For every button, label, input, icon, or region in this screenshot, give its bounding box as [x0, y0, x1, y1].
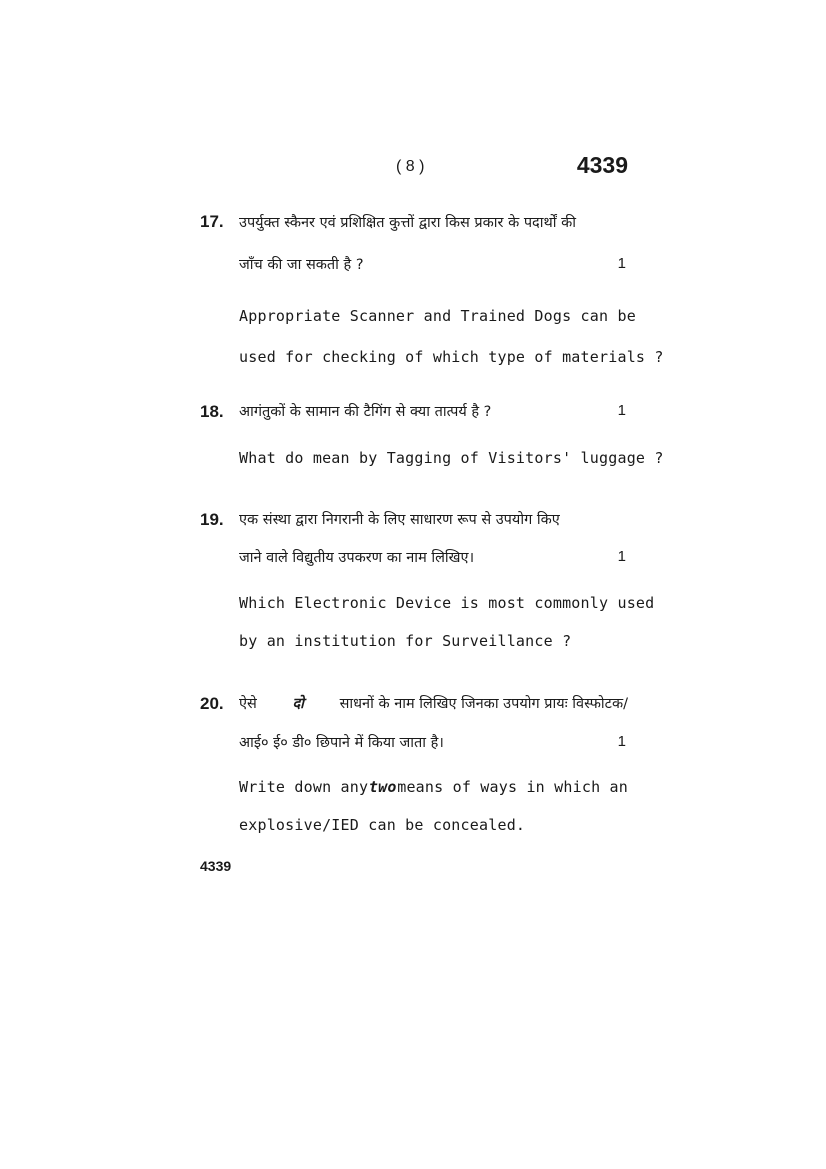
- question-hindi-line: जाने वाले विद्युतीय उपकरण का नाम लिखिए।: [239, 550, 475, 566]
- question-english-line: Which Electronic Device is most commonly used: [239, 594, 655, 612]
- question-hindi-line: [239, 693, 628, 713]
- hindi-text: ऐसे: [239, 696, 257, 712]
- question-number: 19.: [200, 510, 224, 529]
- paper-code-header: 4339: [576, 152, 628, 178]
- english-text: means of ways in which an: [397, 778, 628, 796]
- question-english-line: used for checking of which type of materials ?: [239, 348, 664, 366]
- question-hindi-line: जाँच की जा सकती है ?: [239, 257, 364, 273]
- emphasis-text: दो: [292, 696, 304, 712]
- question-number: 20.: [200, 694, 224, 713]
- question-number: 18.: [200, 402, 224, 421]
- page-number: ( 8 ): [396, 158, 425, 175]
- question-hindi-line: उपर्युक्त स्कैनर एवं प्रशिक्षित कुत्तों द्वारा किस प्रकार के पदार्थों की: [239, 215, 577, 231]
- question-english-line: What do mean by Tagging of Visitors' luggage ?: [239, 449, 664, 467]
- question-hindi-line: एक संस्था द्वारा निगरानी के लिए साधारण रूप से उपयोग किए: [239, 512, 560, 528]
- question-hindi-line: आई० ई० डी० छिपाने में किया जाता है।: [239, 735, 444, 751]
- question-marks: 1: [617, 255, 626, 272]
- question-marks: 1: [617, 402, 626, 419]
- question-english-line: by an institution for Surveillance ?: [239, 632, 572, 650]
- question-number: 17.: [200, 212, 224, 231]
- question-english-line: Appropriate Scanner and Trained Dogs can be: [239, 307, 636, 325]
- question-english-line: explosive/IED can be concealed.: [239, 816, 526, 834]
- english-text: Write down any: [239, 778, 369, 796]
- question-marks: 1: [617, 733, 626, 750]
- hindi-text: साधनों के नाम लिखिए जिनका उपयोग प्रायः विस्फोटक/: [339, 696, 628, 712]
- question-english-line: [239, 778, 628, 796]
- emphasis-text: two: [368, 778, 397, 796]
- question-hindi-line: आगंतुकों के सामान की टैगिंग से क्या तात्पर्य है ?: [239, 404, 492, 420]
- question-marks: 1: [617, 548, 626, 565]
- paper-code-footer: 4339: [200, 858, 232, 874]
